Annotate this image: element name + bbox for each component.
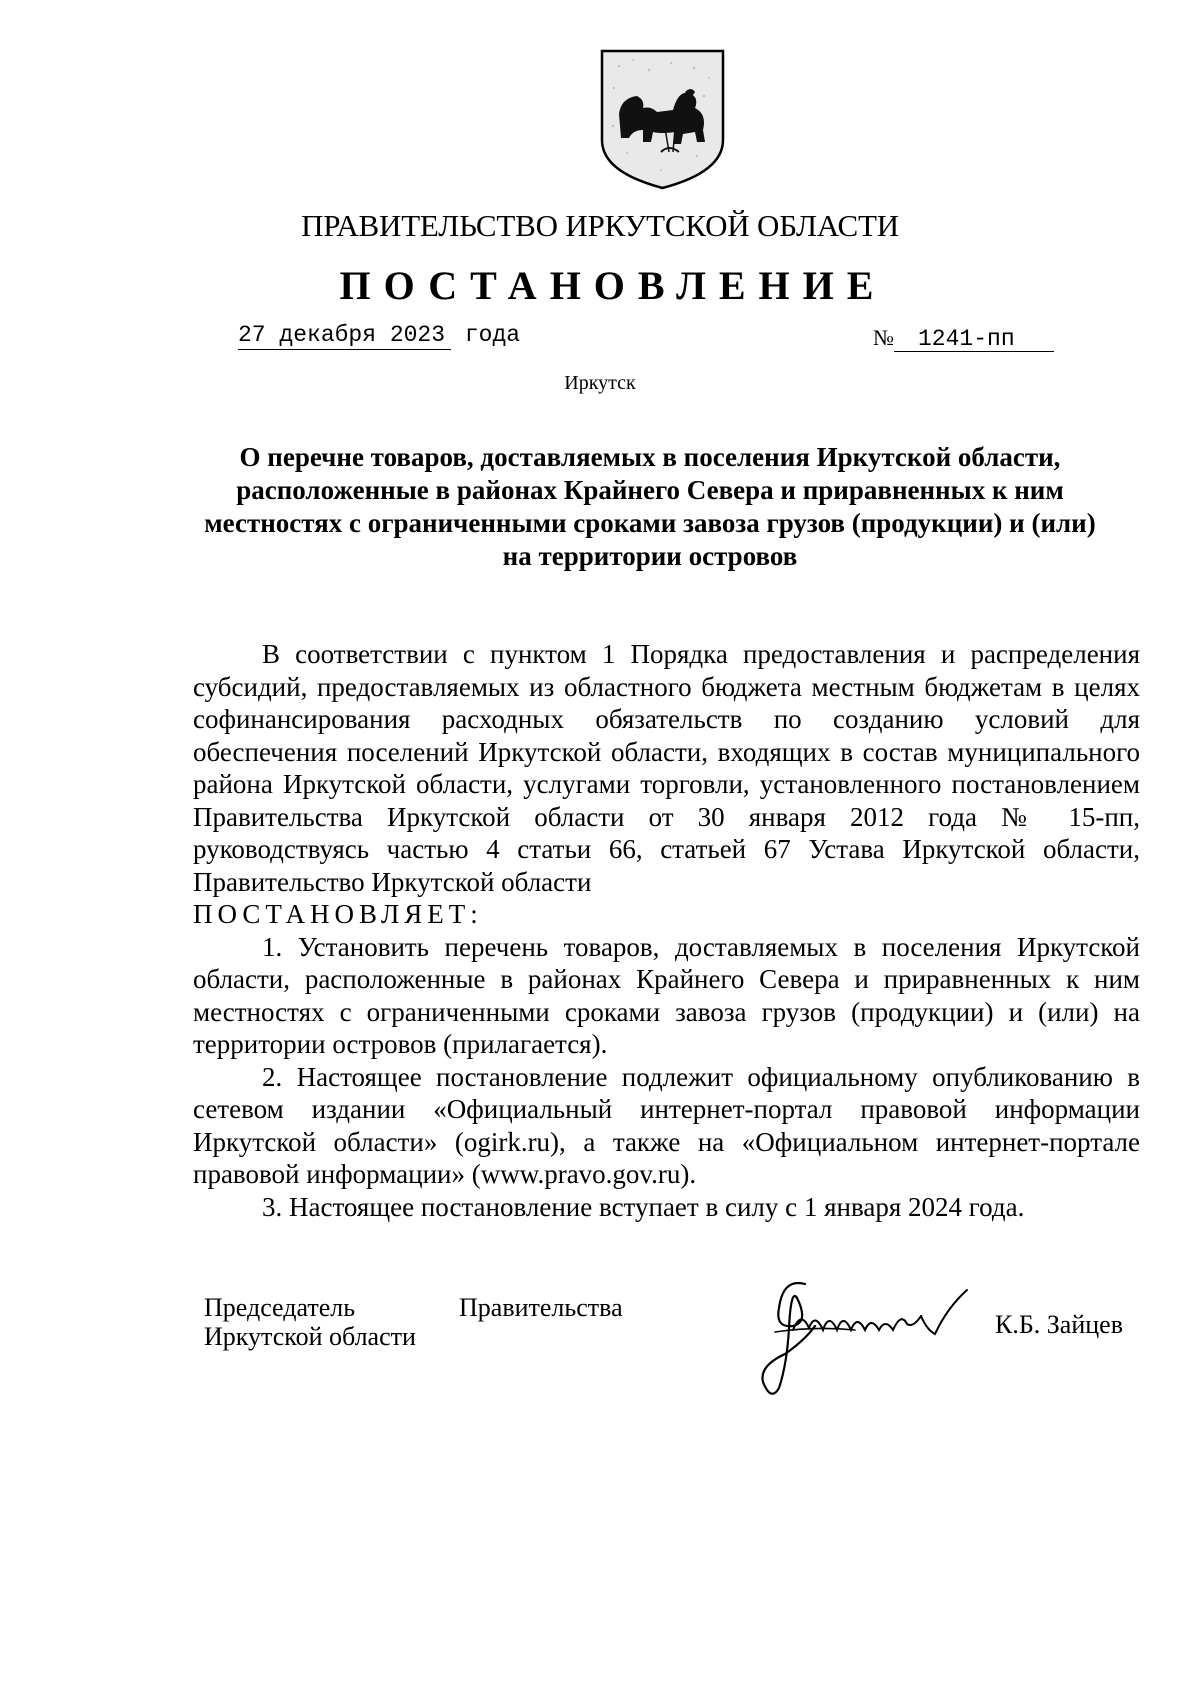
handwritten-signature — [735, 1268, 980, 1400]
signatory-title-part3: Иркутской области — [204, 1322, 416, 1351]
date-suffix: года — [464, 322, 521, 348]
document-type: ПОСТАНОВЛЕНИЕ — [339, 263, 887, 308]
clause-1: 1. Установить перечень товаров, доставляемых в поселения Иркутской области, расположенные в районах Крайнего Севера и приравненных к ним местностях с ограниченными сроками завоза грузов (продукции) и (или) на территории островов (прилагается). — [193, 931, 1140, 1059]
document-number: 1241-пп — [894, 327, 1054, 352]
signatory-name: К.Б. Зайцев — [995, 1310, 1123, 1339]
subject-line: расположенные в районах Крайнего Севера и приравненных к ним — [236, 475, 1064, 505]
date-line — [238, 322, 520, 356]
city: Иркутск — [564, 372, 636, 394]
signatory-title-part1: Председатель — [204, 1293, 356, 1322]
document-date: 27 декабря 2023 — [238, 323, 451, 350]
clause-3: 3. Настоящее постановление вступает в силу с 1 января 2024 года. — [262, 1191, 1025, 1222]
subject-line: О перечне товаров, доставляемых в поселения Иркутской области, — [239, 442, 1061, 472]
number-sign: № — [873, 325, 894, 350]
signatory-title-part2: Правительства — [459, 1293, 623, 1322]
preamble: В соответствии с пунктом 1 Порядка предоставления и распределения субсидий, предоставляемых из областного бюджета местным бюджетам в целях софинансирования расходных обязательств по созданию условий для обеспечения поселений Иркутской области, входящих в состав муниципального района Иркутской области, услугами торговли, установленного постановлением Правительства Иркутской области от 30 января 2012 года № 15-пп, руководствуясь частью 4 статьи 66, статьей 67 Устава Иркутской области, Правительство Иркутской области — [193, 639, 1140, 897]
number-line — [873, 325, 1054, 352]
resolution-verb: ПОСТАНОВЛЯЕТ: — [193, 899, 483, 929]
coat-of-arms-icon — [599, 48, 726, 190]
subject-line: местностях с ограниченными сроками завоза грузов (продукции) и (или) — [204, 508, 1096, 538]
government-name: ПРАВИТЕЛЬСТВО ИРКУТСКОЙ ОБЛАСТИ — [301, 208, 899, 243]
document-body — [193, 638, 1140, 1223]
subject-line: на территории островов — [502, 541, 798, 571]
document-subject — [180, 441, 1120, 573]
clause-2: 2. Настоящее постановление подлежит официальному опубликованию в сетевом издании «Официальный интернет-портал правовой информации Иркутской области» (ogirk.ru), а также на «Официальном интернет-портале правовой информации» (www.pravo.gov.ru). — [193, 1061, 1140, 1189]
